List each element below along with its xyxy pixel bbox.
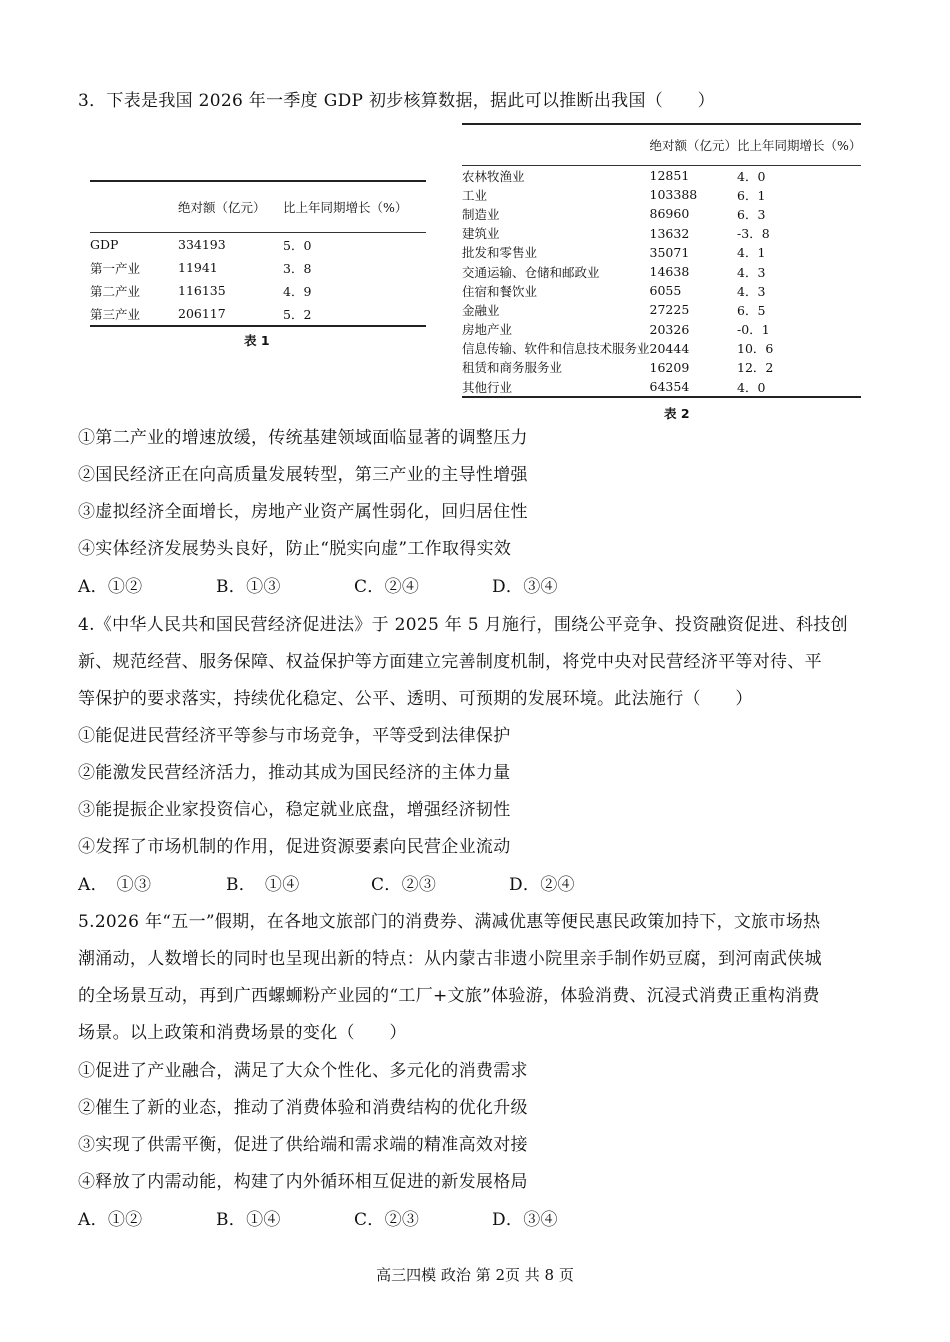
q5-item-2: ②催生了新的业态，推动了消费体验和消费结构的优化升级 bbox=[78, 1098, 528, 1118]
table-cell: 116135 bbox=[178, 283, 226, 298]
table-cell: 10．6 bbox=[737, 341, 774, 357]
q3-item-4: ④实体经济发展势头良好，防止“脱实向虚”工作取得实效 bbox=[78, 539, 512, 559]
q3-option-c: C．②④ bbox=[354, 577, 420, 597]
table-cell: 103388 bbox=[649, 187, 698, 203]
table-2-caption: 表 2 bbox=[664, 406, 690, 421]
q5-option-a: A．①② bbox=[78, 1210, 143, 1230]
table-row bbox=[462, 262, 861, 281]
q3-option-d: D．③④ bbox=[492, 577, 558, 597]
table-cell: 16209 bbox=[649, 359, 690, 375]
table-cell: 其他行业 bbox=[462, 379, 513, 395]
table-cell: 交通运输、仓储和邮政业 bbox=[462, 264, 600, 280]
table-1-caption: 表 1 bbox=[244, 333, 270, 348]
table-row bbox=[462, 166, 861, 186]
table-1 bbox=[90, 180, 426, 327]
table-cell: -0．1 bbox=[737, 322, 770, 338]
table-cell: 6．1 bbox=[737, 187, 766, 203]
table-cell: 批发和零售业 bbox=[462, 245, 538, 261]
q4-stem-line-3: 等保护的要求落实，持续优化稳定、公平、透明、可预期的发展环境。此法施行（ ） bbox=[78, 689, 753, 709]
table-row bbox=[462, 204, 861, 223]
table-2-header-cell: 绝对额（亿元） bbox=[650, 124, 738, 166]
table-2-header-cell: 比上年同期增长（%） bbox=[737, 124, 861, 166]
table-row bbox=[462, 281, 861, 300]
q4-item-2: ②能激发民营经济活力，推动其成为国民经济的主体力量 bbox=[78, 763, 511, 783]
table-cell: 6055 bbox=[649, 283, 682, 299]
table-cell: 14638 bbox=[649, 264, 690, 280]
table-cell: 5．0 bbox=[283, 237, 312, 253]
table-cell: 6．3 bbox=[737, 206, 766, 222]
q3-stem: 3．下表是我国 2026 年一季度 GDP 初步核算数据，据此可以推断出我国（ ） bbox=[78, 91, 715, 111]
table-cell: 4．3 bbox=[737, 264, 766, 280]
table-2-header-cell bbox=[462, 124, 650, 166]
table-cell: 35071 bbox=[649, 244, 690, 260]
table-row bbox=[462, 339, 861, 358]
q4-item-4: ④发挥了市场机制的作用，促进资源要素向民营企业流动 bbox=[78, 837, 511, 857]
table-row bbox=[462, 185, 861, 204]
table-cell: 13632 bbox=[649, 225, 690, 241]
q5-item-3: ③实现了供需平衡，促进了供给端和需求端的精准高效对接 bbox=[78, 1135, 528, 1155]
table-row bbox=[462, 358, 861, 377]
q5-stem-line-3: 的全场景互动，再到广西螺蛳粉产业园的“工厂+文旅”体验游，体验消费、沉浸式消费正重构消费 bbox=[78, 986, 820, 1006]
table-2-header bbox=[462, 124, 861, 166]
table-cell: 第三产业 bbox=[90, 306, 141, 322]
q4-item-3: ③能提振企业家投资信心，稳定就业底盘，增强经济韧性 bbox=[78, 800, 511, 820]
table-row bbox=[90, 302, 426, 326]
table-cell: 206117 bbox=[178, 306, 226, 321]
table-cell: 4．0 bbox=[737, 379, 766, 395]
q4-stem-line-1: 4.《中华人民共和国民营经济促进法》于 2025 年 5 月施行，围绕公平竞争、投资融资促进、科技创 bbox=[78, 615, 848, 635]
q5-option-b: B．①④ bbox=[216, 1210, 281, 1230]
q5-stem-line-2: 潮涌动，人数增长的同时也呈现出新的特点：从内蒙古非遗小院里亲手制作奶豆腐，到河南武侠城 bbox=[78, 949, 822, 969]
table-cell: 住宿和餐饮业 bbox=[462, 283, 538, 299]
q3-item-2: ②国民经济正在向高质量发展转型，第三产业的主导性增强 bbox=[78, 465, 528, 485]
q3-option-a: A．①② bbox=[78, 577, 143, 597]
q5-item-1: ①促进了产业融合，满足了大众个性化、多元化的消费需求 bbox=[78, 1061, 528, 1081]
q5-item-4: ④释放了内需动能，构建了内外循环相互促进的新发展格局 bbox=[78, 1172, 528, 1192]
table-cell: 制造业 bbox=[462, 206, 500, 222]
table-cell: 农林牧渔业 bbox=[462, 168, 525, 184]
table-cell: 5．2 bbox=[283, 306, 312, 322]
page-footer: 高三四模 政治 第 2页 共 8 页 bbox=[376, 1266, 574, 1284]
q3-option-b: B．①③ bbox=[216, 577, 281, 597]
table-2 bbox=[462, 123, 861, 398]
q4-option-d: D．②④ bbox=[509, 875, 575, 895]
q4-item-1: ①能促进民营经济平等参与市场竞争，平等受到法律保护 bbox=[78, 726, 511, 746]
table-cell: 建筑业 bbox=[462, 226, 500, 242]
table-1-header-cell bbox=[90, 181, 178, 233]
table-cell: 房地产业 bbox=[462, 322, 513, 338]
table-1-header bbox=[90, 181, 426, 233]
q4-option-a: A． ①③ bbox=[78, 875, 152, 895]
table-row bbox=[90, 233, 426, 257]
table-1-header-cell: 绝对额（亿元） bbox=[178, 181, 283, 233]
table-cell: 第二产业 bbox=[90, 283, 141, 299]
q4-option-c: C．②③ bbox=[371, 875, 437, 895]
table-row bbox=[90, 279, 426, 302]
q3-item-3: ③虚拟经济全面增长，房地产业资产属性弱化，回归居住性 bbox=[78, 502, 528, 522]
table-cell: -3．8 bbox=[737, 226, 770, 242]
table-cell: 4．3 bbox=[737, 283, 766, 299]
q5-option-c: C．②③ bbox=[354, 1210, 420, 1230]
table-cell: 12．2 bbox=[737, 360, 774, 376]
table-cell: 64354 bbox=[649, 379, 690, 395]
table-1-header-cell: 比上年同期增长（%） bbox=[283, 181, 426, 233]
table-cell: 20444 bbox=[649, 340, 690, 356]
q4-option-b: B． ①④ bbox=[226, 875, 300, 895]
table-cell: 工业 bbox=[462, 187, 488, 203]
table-row bbox=[462, 300, 861, 319]
table-cell: GDP bbox=[90, 237, 119, 252]
q5-option-d: D．③④ bbox=[492, 1210, 558, 1230]
table-cell: 金融业 bbox=[462, 302, 500, 318]
table-cell: 第一产业 bbox=[90, 260, 141, 276]
q5-stem-line-1: 5.2026 年“五一”假期，在各地文旅部门的消费券、满减优惠等便民惠民政策加持下，文旅市场热 bbox=[78, 912, 821, 932]
table-row bbox=[462, 243, 861, 262]
table-cell: 租赁和商务服务业 bbox=[462, 360, 563, 376]
table-cell: 4．1 bbox=[737, 245, 766, 261]
table-cell: 3．8 bbox=[283, 260, 312, 276]
q5-stem-line-4: 场景。以上政策和消费场景的变化（ ） bbox=[78, 1023, 407, 1043]
q3-item-1: ①第二产业的增速放缓，传统基建领域面临显著的调整压力 bbox=[78, 428, 528, 448]
table-cell: 6．5 bbox=[737, 302, 766, 318]
table-cell: 12851 bbox=[649, 168, 690, 184]
table-cell: 334193 bbox=[178, 237, 226, 252]
table-cell: 4．0 bbox=[737, 168, 766, 184]
table-cell: 11941 bbox=[178, 260, 218, 275]
q4-stem-line-2: 新、规范经营、服务保障、权益保护等方面建立完善制度机制，将党中央对民营经济平等对待、平 bbox=[78, 652, 822, 672]
table-cell: 4．9 bbox=[283, 283, 312, 299]
table-row bbox=[90, 256, 426, 279]
table-row bbox=[462, 224, 861, 243]
table-row bbox=[462, 377, 861, 397]
table-cell: 20326 bbox=[649, 321, 690, 337]
table-row bbox=[462, 320, 861, 339]
table-cell: 27225 bbox=[649, 302, 690, 318]
table-cell: 信息传输、软件和信息技术服务业 bbox=[462, 341, 650, 357]
table-cell: 86960 bbox=[649, 206, 690, 222]
